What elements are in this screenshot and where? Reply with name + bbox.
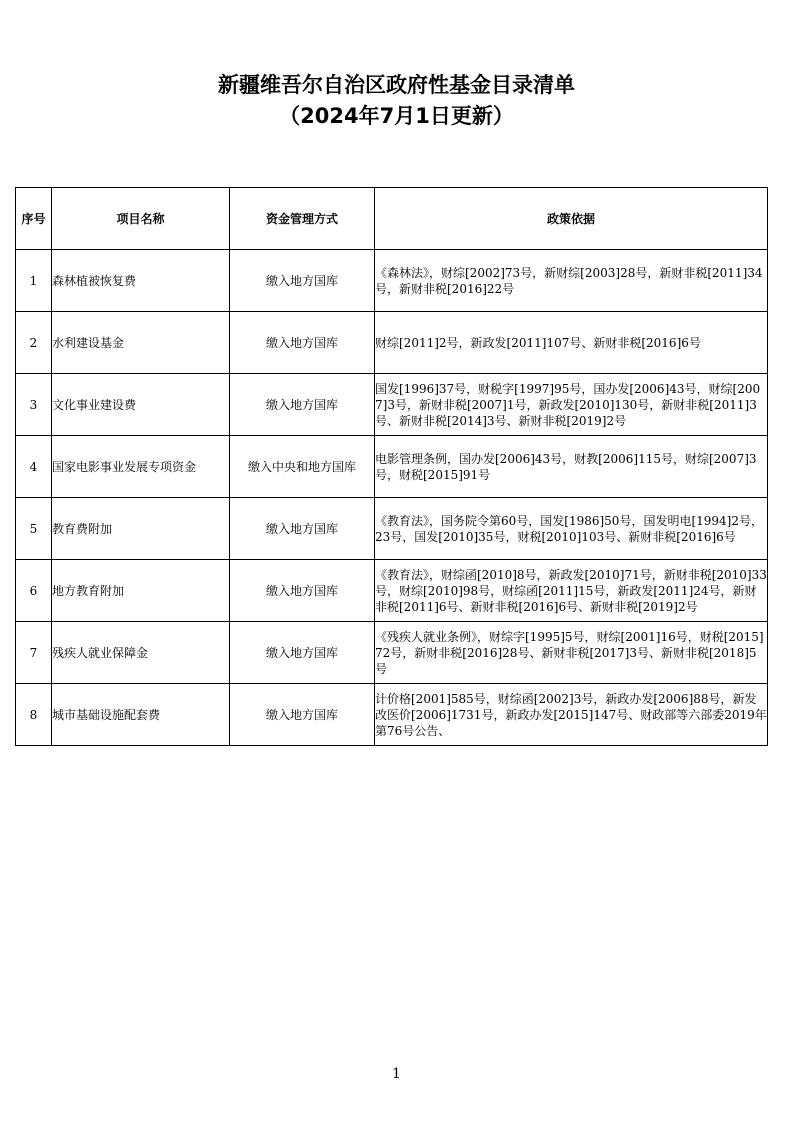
- row-name: 残疾人就业保障金: [52, 622, 230, 684]
- row-basis: 电影管理条例，国办发[2006]43号，财教[2006]115号，财综[2007]3号，财税[2015]91号: [375, 436, 768, 498]
- table-row: [16, 374, 768, 436]
- row-no: 3: [16, 374, 52, 436]
- page-number: 1: [392, 1066, 401, 1082]
- table-row: [16, 498, 768, 560]
- row-basis: 《残疾人就业条例》，财综字[1995]5号，财综[2001]16号，财税[2015]72号，新财非税[2016]28号、新财非税[2017]3号、新财非税[2018]5号: [375, 622, 768, 684]
- table-header-row: [16, 188, 768, 250]
- row-name: 文化事业建设费: [52, 374, 230, 436]
- row-method: 缴入地方国库: [230, 498, 375, 560]
- row-basis: 《教育法》，财综函[2010]8号，新政发[2010]71号，新财非税[2010]33号，财综[2010]98号，财综函[2011]15号，新政发[2011]24号，新财非税[2011]6号、新财非税[2016]6号、新财非税[2019]2号: [375, 560, 768, 622]
- row-name: 城市基础设施配套费: [52, 684, 230, 746]
- row-name: 森林植被恢复费: [52, 250, 230, 312]
- row-method: 缴入地方国库: [230, 312, 375, 374]
- row-method: 缴入中央和地方国库: [230, 436, 375, 498]
- header-name: 项目名称: [52, 188, 230, 250]
- table-row: [16, 560, 768, 622]
- document-title: 新疆维吾尔自治区政府性基金目录清单: [218, 73, 575, 97]
- row-method: 缴入地方国库: [230, 684, 375, 746]
- row-name: 地方教育附加: [52, 560, 230, 622]
- row-method: 缴入地方国库: [230, 250, 375, 312]
- row-no: 5: [16, 498, 52, 560]
- row-basis: 《教育法》，国务院令第60号，国发[1986]50号，国发明电[1994]2号，23号，国发[2010]35号，财税[2010]103号、新财非税[2016]6号: [375, 498, 768, 560]
- table-row: [16, 312, 768, 374]
- row-no: 7: [16, 622, 52, 684]
- row-no: 8: [16, 684, 52, 746]
- row-no: 1: [16, 250, 52, 312]
- row-name: 水利建设基金: [52, 312, 230, 374]
- row-no: 4: [16, 436, 52, 498]
- row-name: 国家电影事业发展专项资金: [52, 436, 230, 498]
- row-method: 缴入地方国库: [230, 374, 375, 436]
- row-basis: 计价格[2001]585号，财综函[2002]3号，新政办发[2006]88号，新发改医价[2006]1731号，新政办发[2015]147号、财政部等六部委2019年第76号公告、: [375, 684, 768, 746]
- table-row: [16, 684, 768, 746]
- row-basis: 《森林法》，财综[2002]73号，新财综[2003]28号，新财非税[2011]34号，新财非税[2016]22号: [375, 250, 768, 312]
- header-method: 资金管理方式: [230, 188, 375, 250]
- row-basis: 财综[2011]2号，新政发[2011]107号、新财非税[2016]6号: [375, 312, 768, 374]
- header-no: 序号: [16, 188, 52, 250]
- row-method: 缴入地方国库: [230, 560, 375, 622]
- table-row: [16, 622, 768, 684]
- row-no: 6: [16, 560, 52, 622]
- document-subtitle: （2024年7月1日更新）: [279, 104, 514, 128]
- row-no: 2: [16, 312, 52, 374]
- row-name: 教育费附加: [52, 498, 230, 560]
- table-row: [16, 250, 768, 312]
- table-row: [16, 436, 768, 498]
- header-basis: 政策依据: [375, 188, 768, 250]
- row-basis: 国发[1996]37号，财税字[1997]95号，国办发[2006]43号，财综[2007]3号，新财非税[2007]1号，新政发[2010]130号，新财非税[2011]3号、新财非税[2014]3号、新财非税[2019]2号: [375, 374, 768, 436]
- fund-table: [15, 187, 768, 746]
- row-method: 缴入地方国库: [230, 622, 375, 684]
